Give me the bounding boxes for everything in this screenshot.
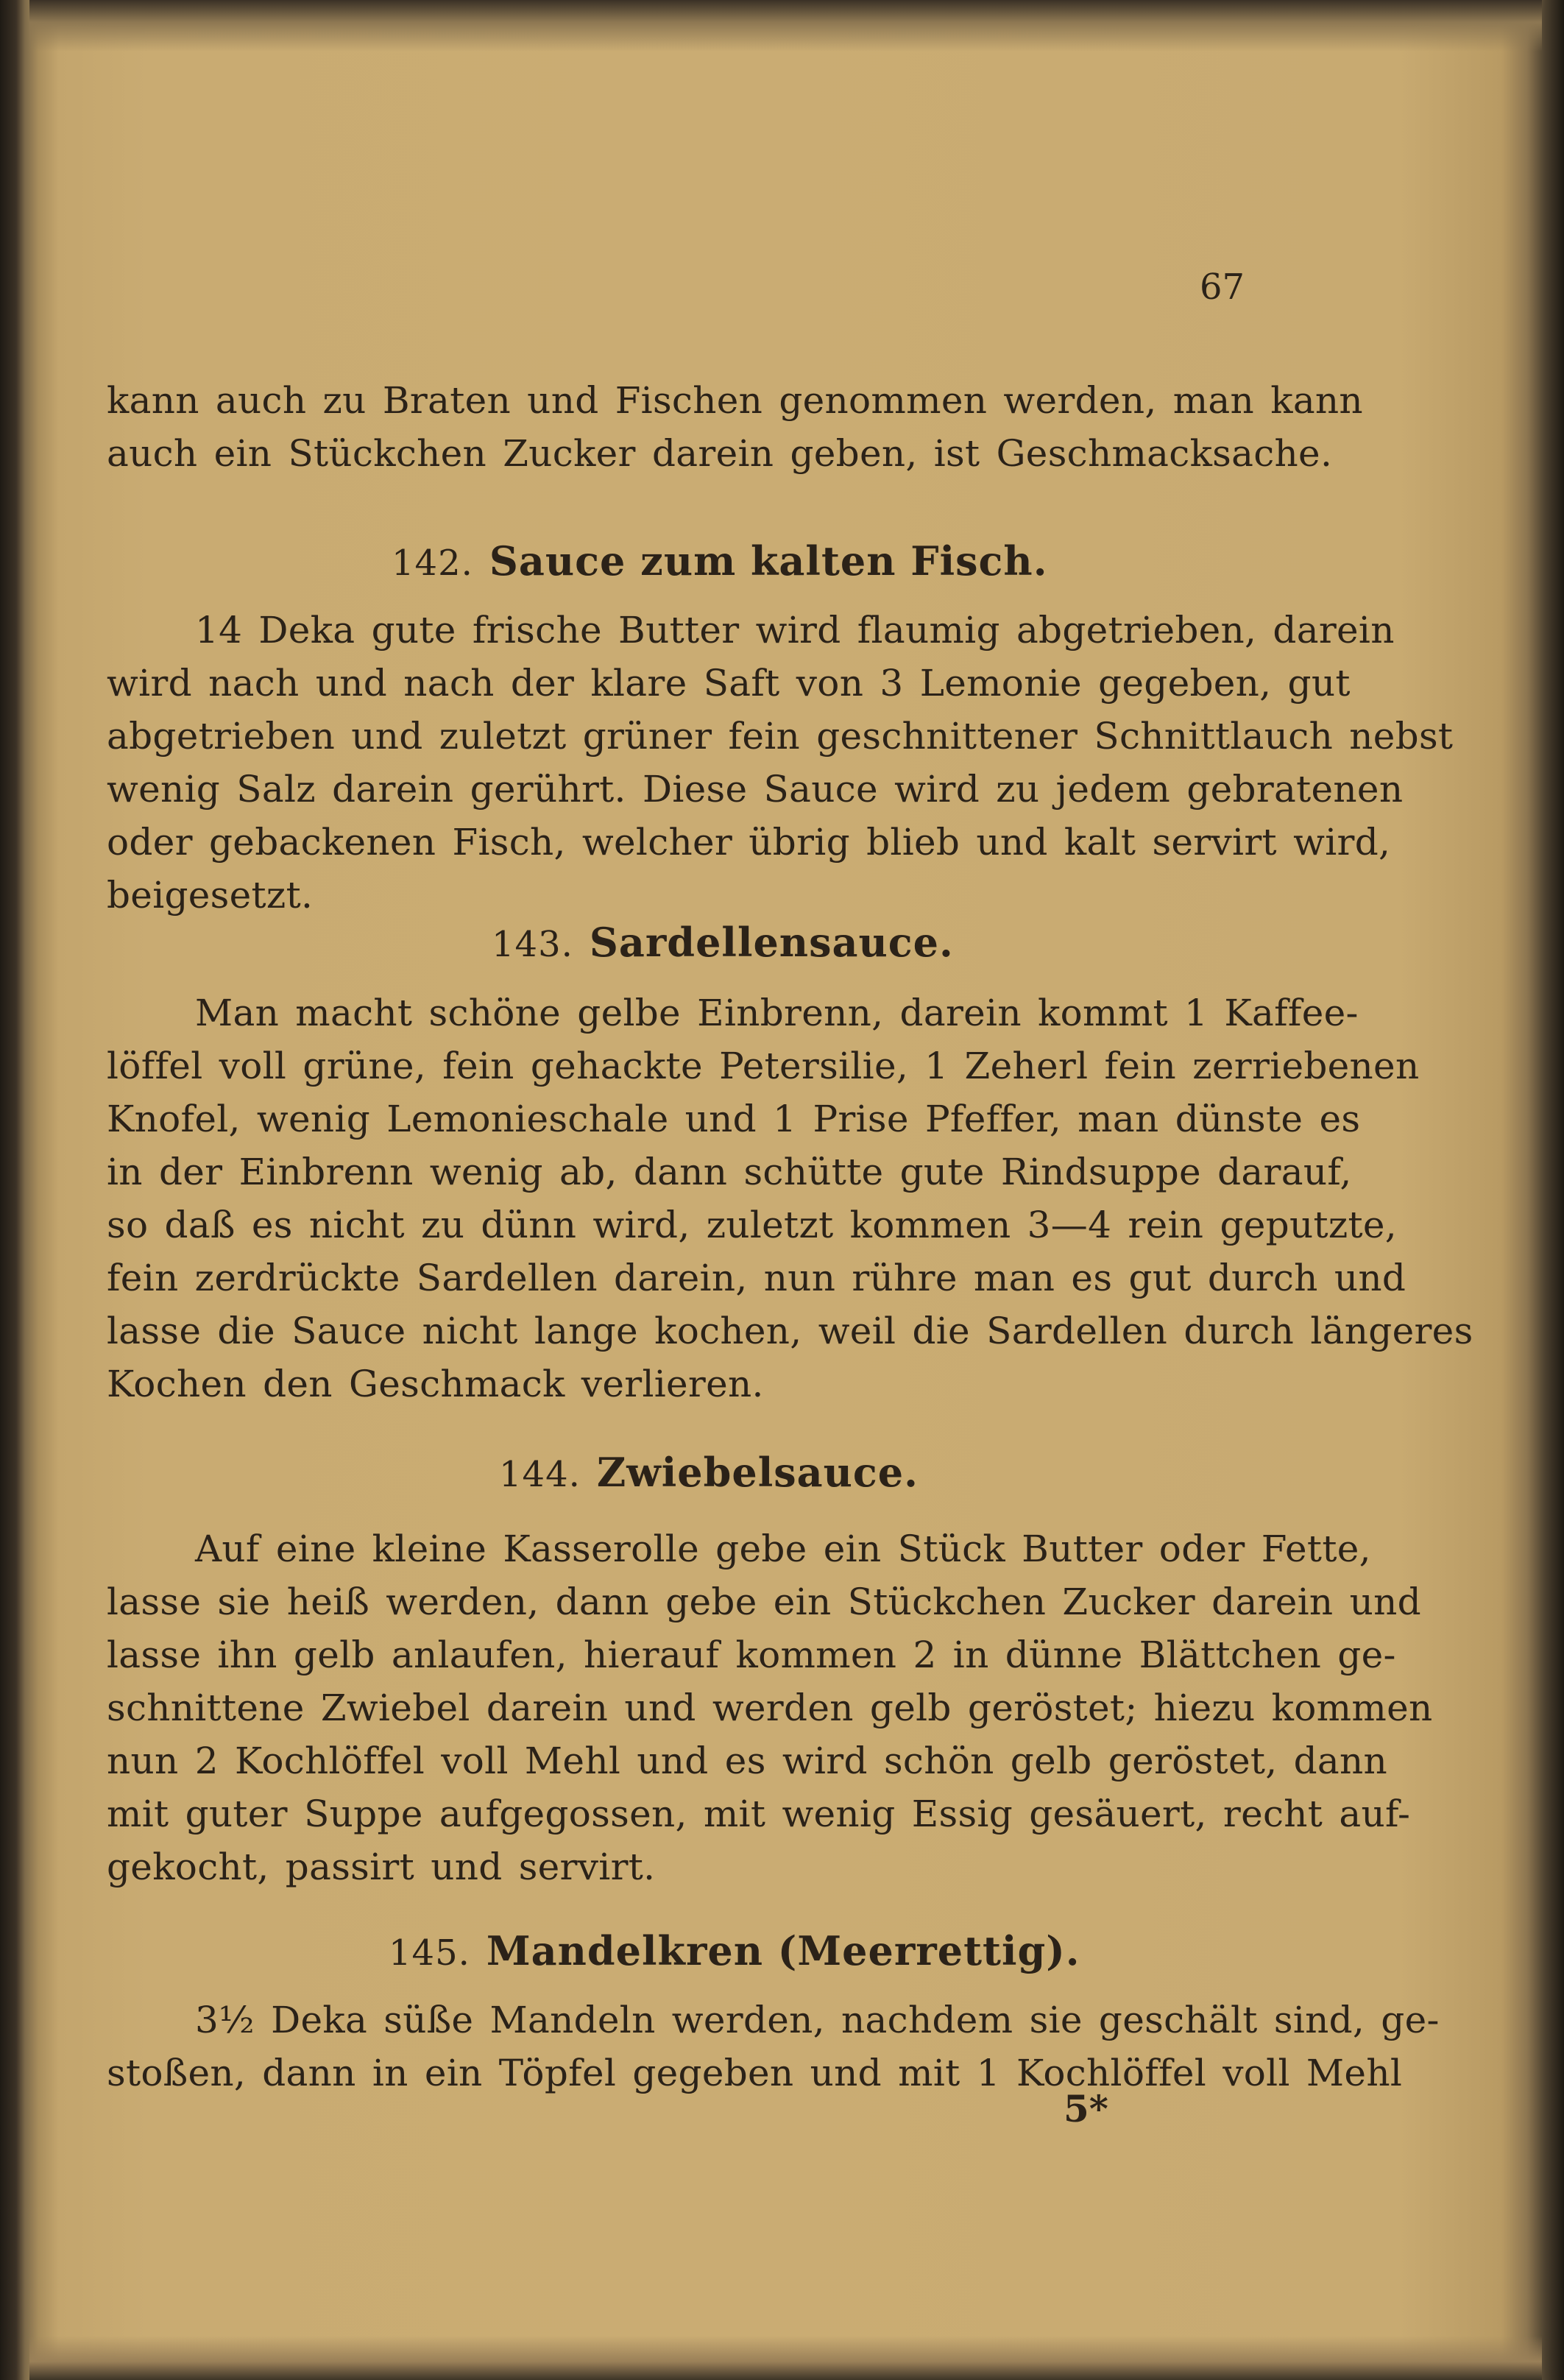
signature-mark: 5* [1064,2087,1108,2130]
text-line: Knofel, wenig Lemonieschale und 1 Prise Pfeffer, man dünste es [107,1098,1361,1140]
section-heading-142 [392,537,1048,585]
text-line: nun 2 Kochlöffel voll Mehl und es wird schön gelb geröstet, dann [107,1740,1388,1782]
text-line: löffel voll grüne, fein gehackte Petersilie, 1 Zeherl fein zerriebenen [107,1045,1420,1087]
text-line: auch ein Stückchen Zucker darein geben, ist Geschmacksache. [107,432,1333,475]
section-heading-144 [499,1449,919,1496]
section-number: 143. [492,924,573,965]
section-heading-145 [389,1927,1080,1974]
section-number: 142. [392,543,473,584]
section-title: Mandelkren (Meerrettig). [486,1927,1080,1974]
text-line: lasse die Sauce nicht lange kochen, weil die Sardellen durch längeres [107,1310,1473,1352]
text-line: Man macht schöne gelbe Einbrenn, darein kommt 1 Kaffee- [195,992,1359,1034]
section-title: Zwiebelsauce. [596,1449,919,1496]
text-line: wird nach und nach der klare Saft von 3 Lemonie gegeben, gut [107,662,1351,705]
text-line: schnittene Zwiebel darein und werden gelb geröstet; hiezu kommen [107,1687,1433,1729]
text-line: 3½ Deka süße Mandeln werden, nachdem sie geschält sind, ge- [195,1999,1440,2041]
text-line: abgetrieben und zuletzt grüner fein geschnittener Schnittlauch nebst [107,715,1454,758]
section-number: 144. [499,1454,581,1495]
text-line: oder gebackenen Fisch, welcher übrig blieb und kalt servirt wird, [107,821,1391,864]
text-line: stoßen, dann in ein Töpfel gegeben und mit 1 Kochlöffel voll Mehl [107,2052,1403,2094]
text-line: so daß es nicht zu dünn wird, zuletzt kommen 3—4 rein geputzte, [107,1204,1397,1246]
section-title: Sardellensauce. [589,919,954,966]
text-line: gekocht, passirt und servirt. [107,1846,656,1888]
text-line: 14 Deka gute frische Butter wird flaumig abgetrieben, darein [195,609,1395,652]
text-line: lasse sie heiß werden, dann gebe ein Stückchen Zucker darein und [107,1581,1421,1623]
page-number: 67 [1200,266,1245,308]
text-line: beigesetzt. [107,874,314,917]
section-heading-143 [492,919,954,966]
section-title: Sauce zum kalten Fisch. [489,537,1048,585]
text-line: Auf eine kleine Kasserolle gebe ein Stück Butter oder Fette, [195,1528,1371,1570]
text-line: fein zerdrückte Sardellen darein, nun rühre man es gut durch und [107,1257,1406,1299]
text-line: Kochen den Geschmack verlieren. [107,1363,764,1405]
text-line: mit guter Suppe aufgegossen, mit wenig Essig gesäuert, recht auf- [107,1793,1411,1835]
text-line: kann auch zu Braten und Fischen genommen werden, man kann [107,379,1363,422]
section-number: 145. [389,1932,470,1974]
text-line: wenig Salz darein gerührt. Diese Sauce wird zu jedem gebratenen [107,768,1404,811]
text-line: in der Einbrenn wenig ab, dann schütte gute Rindsuppe darauf, [107,1151,1352,1193]
text-line: lasse ihn gelb anlaufen, hierauf kommen 2 in dünne Blättchen ge- [107,1634,1396,1676]
